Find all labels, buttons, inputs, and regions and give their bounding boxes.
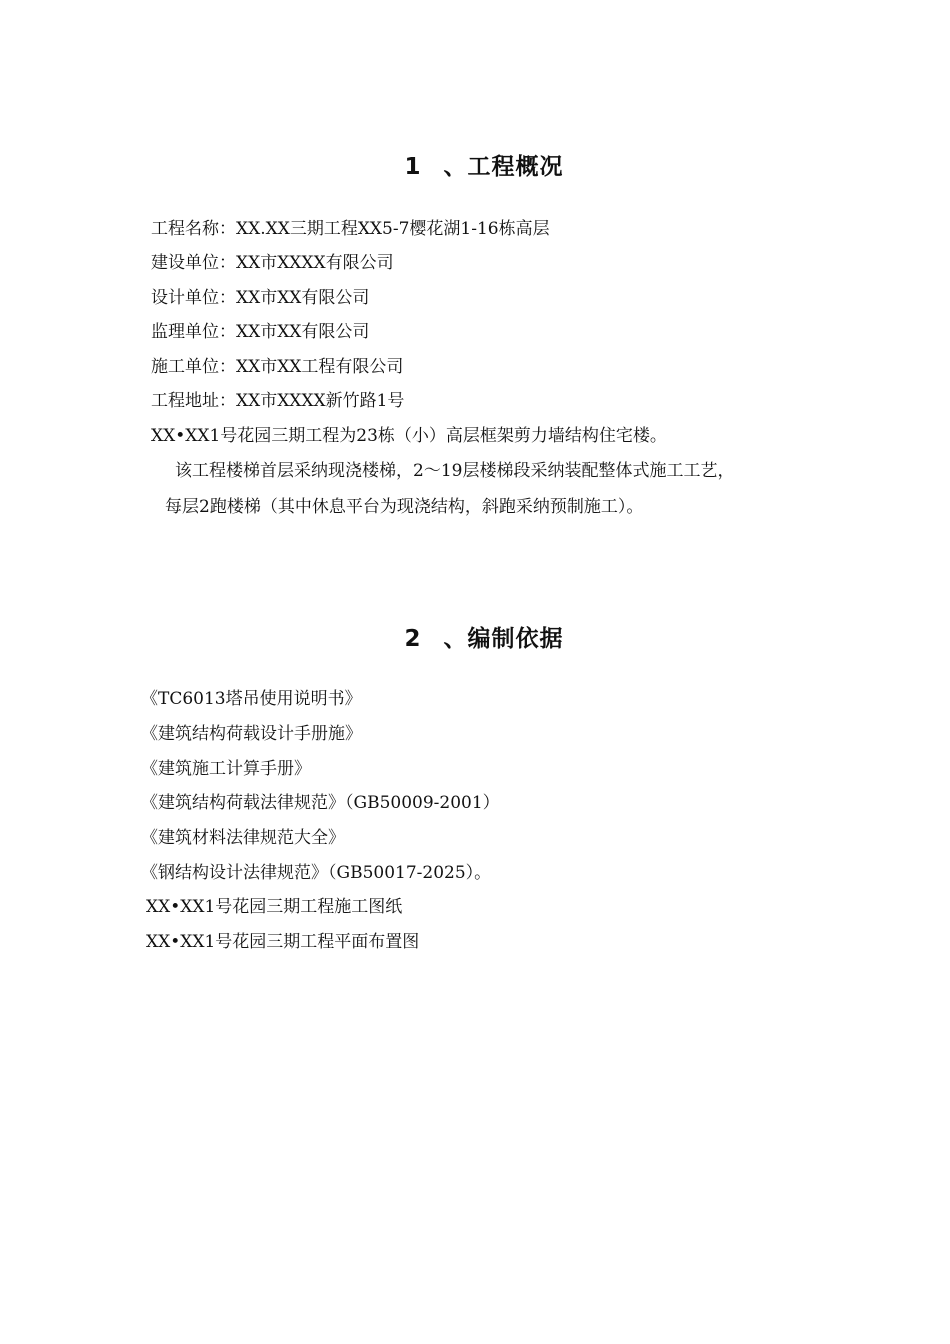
- overview-paragraph-line: XX•XX1号花园三期工程为23栋（小）高层框架剪力墙结构住宅楼。: [151, 426, 667, 446]
- designer-line: 设计单位：XX市XX有限公司: [151, 288, 370, 308]
- section-1-title: 、工程概况: [443, 154, 564, 180]
- reference-item: 《建筑施工计算手册》: [141, 759, 311, 779]
- section-1-number: 1: [404, 154, 422, 180]
- section-1-heading: [0, 122, 950, 181]
- supervisor-line: 监理单位：XX市XX有限公司: [151, 322, 370, 342]
- stair-paragraph-line-2: 每层2跑楼梯（其中休息平台为现浇结构，斜跑采纳预制施工）。: [165, 497, 644, 517]
- reference-item: 《建筑结构荷载法律规范》（GB50009-2001）: [141, 793, 500, 813]
- section-2-number: 2: [404, 626, 422, 652]
- address-line: 工程地址：XX市XXXX新竹路1号: [151, 391, 405, 411]
- project-name-line: 工程名称：XX.XX三期工程XX5-7樱花湖1-16栋高层: [151, 219, 550, 239]
- reference-item: XX•XX1号花园三期工程平面布置图: [146, 932, 420, 952]
- reference-item: 《钢结构设计法律规范》（GB50017-2025）。: [141, 863, 492, 883]
- stair-paragraph-line-1: 该工程楼梯首层采纳现浇楼梯，2～19层楼梯段采纳装配整体式施工工艺，: [175, 461, 735, 481]
- reference-item: 《建筑结构荷载设计手册施》: [141, 724, 362, 744]
- section-2-heading: [0, 594, 950, 653]
- reference-item: 《TC6013塔吊使用说明书》: [141, 689, 362, 709]
- section-2-title: 、编制依据: [443, 626, 564, 652]
- contractor-line: 施工单位：XX市XX工程有限公司: [151, 357, 404, 377]
- reference-item: XX•XX1号花园三期工程施工图纸: [146, 897, 403, 917]
- client-line: 建设单位：XX市XXXX有限公司: [151, 253, 394, 273]
- reference-item: 《建筑材料法律规范大全》: [141, 828, 345, 848]
